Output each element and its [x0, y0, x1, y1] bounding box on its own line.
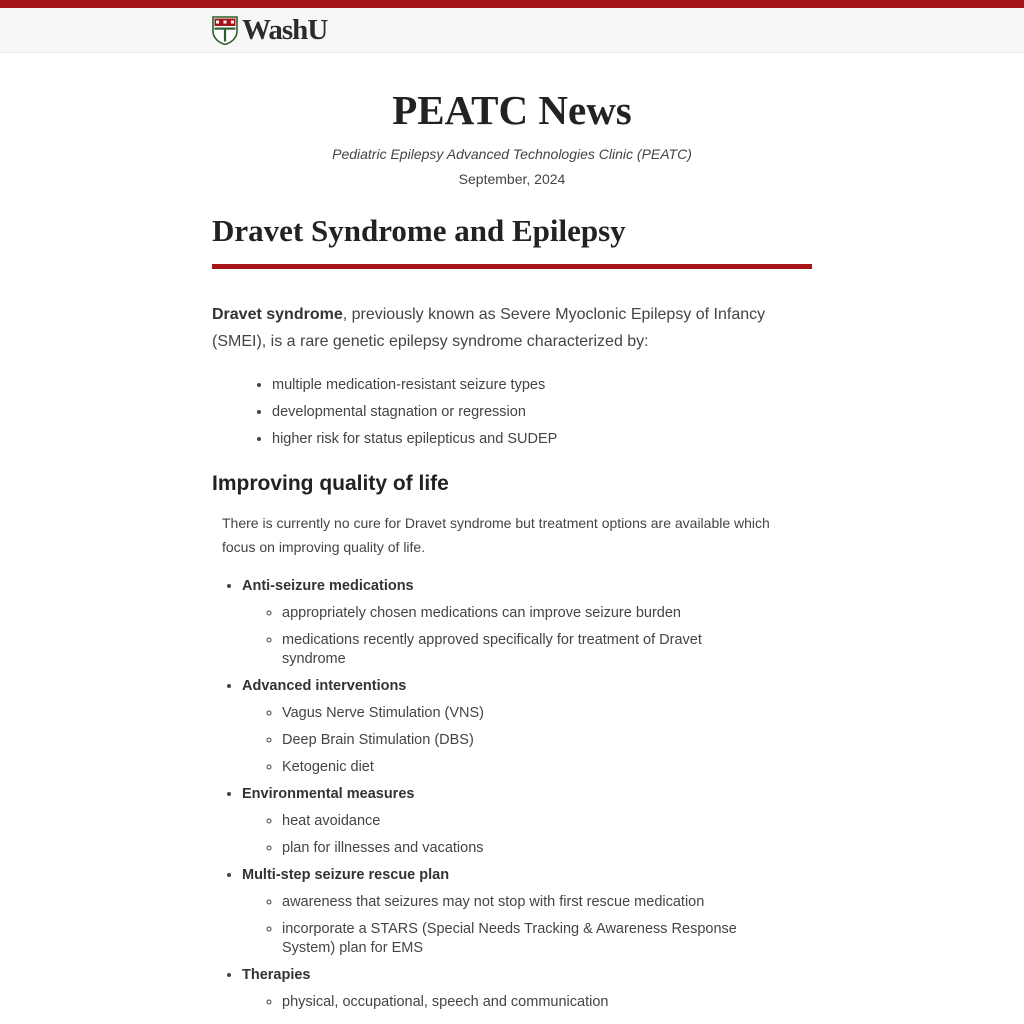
- intro-paragraph: [212, 301, 812, 355]
- category-items: [282, 893, 762, 958]
- newsletter-title: PEATC News: [392, 87, 632, 133]
- section-heading: Improving quality of life: [212, 472, 449, 495]
- intro-text: , previously known as Severe Myoclonic Epilepsy of Infancy (SMEI), is a rare genetic epilepsy syndrome characterized by:: [212, 306, 766, 350]
- newsletter-date: September, 2024: [458, 171, 566, 187]
- title-divider: [212, 264, 812, 269]
- list-item: ◦ incorporate a STARS (Special Needs Tracking & Awareness Response System) plan for EMS: [282, 920, 762, 958]
- list-item: • multiple medication-resistant seizure types: [272, 374, 792, 401]
- category-title: • Therapies: [242, 967, 311, 983]
- washu-logo-link[interactable]: [212, 16, 327, 45]
- traits-list: [272, 374, 792, 455]
- washu-shield-icon: [212, 16, 238, 45]
- list-item: ◦ appropriately chosen medications can improve seizure burden: [282, 604, 762, 623]
- treatment-category: [242, 785, 792, 858]
- intro-term: Dravet syndrome: [212, 306, 343, 323]
- category-title: • Advanced interventions: [242, 678, 407, 694]
- category-items: [282, 604, 762, 669]
- category-title: • Multi-step seizure rescue plan: [242, 867, 450, 883]
- category-items: [282, 812, 762, 858]
- treatment-category: [242, 866, 792, 958]
- list-item: ◦ Vagus Nerve Stimulation (VNS): [282, 704, 762, 723]
- list-item: • higher risk for status epilepticus and SUDEP: [272, 428, 792, 455]
- list-item: ◦ awareness that seizures may not stop with first rescue medication: [282, 893, 762, 912]
- list-item: ◦ Ketogenic diet: [282, 758, 762, 777]
- article-title: Dravet Syndrome and Epilepsy: [212, 213, 626, 248]
- list-item: ◦ physical, occupational, speech and communication: [282, 993, 762, 1012]
- section-lead: There is currently no cure for Dravet syndrome but treatment options are available which focus on improving quality of life.: [222, 515, 770, 555]
- treatment-list: [242, 577, 792, 1020]
- site-header: [0, 8, 1024, 53]
- top-accent-bar: [0, 0, 1024, 8]
- list-item: ◦ Deep Brain Stimulation (DBS): [282, 731, 762, 750]
- list-item: ◦ plan for illnesses and vacations: [282, 839, 762, 858]
- category-title: • Environmental measures: [242, 786, 415, 802]
- treatment-category: [242, 677, 792, 777]
- list-item: ◦ medications recently approved specifically for treatment of Dravet syndrome: [282, 631, 762, 669]
- logo-text: WashU: [242, 14, 328, 46]
- treatment-category: [242, 966, 792, 1012]
- list-item: ◦ heat avoidance: [282, 812, 762, 831]
- list-item: • developmental stagnation or regression: [272, 401, 792, 428]
- treatment-category: [242, 577, 792, 669]
- category-items: [282, 704, 762, 777]
- newsletter-subtitle: Pediatric Epilepsy Advanced Technologies Clinic (PEATC): [332, 146, 692, 162]
- category-title: • Anti-seizure medications: [242, 578, 414, 594]
- category-items: [282, 993, 762, 1012]
